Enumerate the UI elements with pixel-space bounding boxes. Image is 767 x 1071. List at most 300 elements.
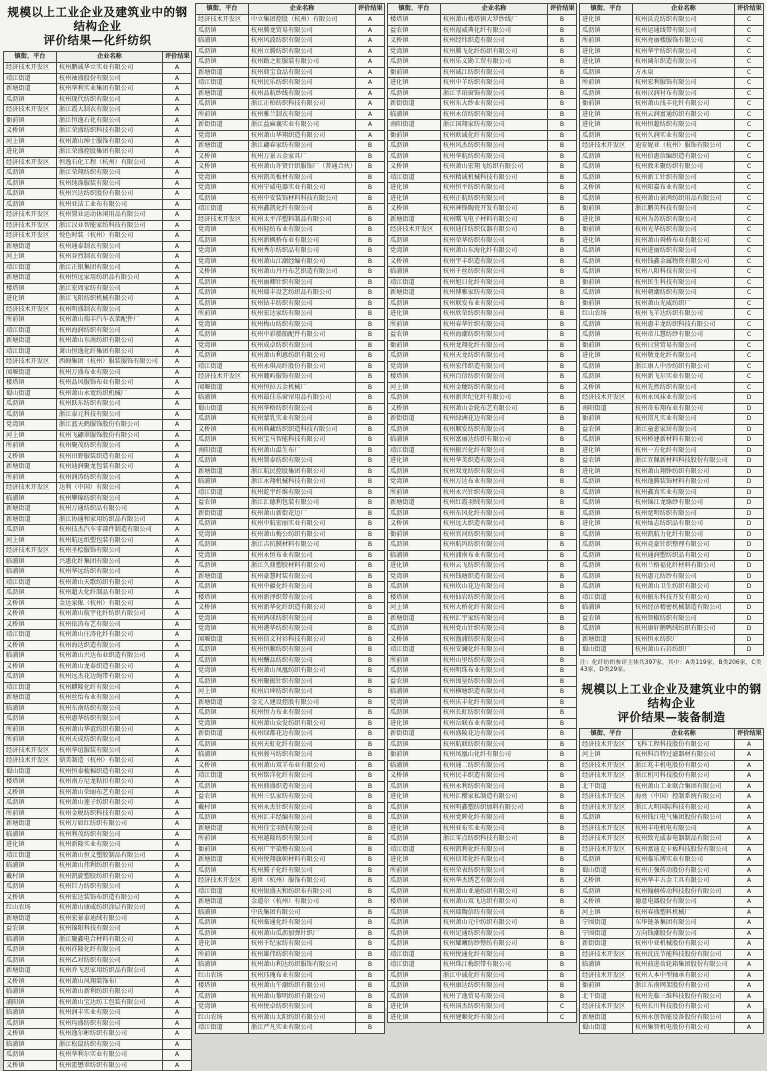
table-row — [196, 256, 385, 267]
town-cell: 义桥镇 — [4, 661, 57, 672]
company-cell: 杭州华丰五金工具有限公司 — [633, 876, 735, 887]
table-row — [4, 483, 192, 494]
company-cell: 杭州万盛布业有限公司 — [57, 367, 163, 378]
town-cell: 党湾镇 — [196, 225, 249, 236]
result-cell: A — [735, 792, 764, 803]
table-row — [580, 109, 764, 120]
company-cell: 杭州宏达装饰布织造有限公司 — [57, 892, 163, 903]
town-cell: 瓜沥镇 — [4, 798, 57, 809]
town-cell: 义桥镇 — [388, 204, 441, 215]
company-cell: 杭州凯旋塑胶纺织有限公司 — [57, 871, 163, 882]
company-cell: 杭州绿洲花边有限公司 — [441, 414, 548, 425]
town-cell: 新街街道 — [196, 120, 249, 131]
result-cell: A — [163, 1029, 192, 1040]
town-cell: 党湾镇 — [388, 571, 441, 582]
town-cell: 瓜沥镇 — [580, 487, 633, 498]
result-cell: A — [163, 955, 192, 966]
company-cell: 杭州乙对纺织有限公司 — [57, 955, 163, 966]
table-row — [580, 991, 764, 1002]
town-cell: 经济技术开发区 — [4, 304, 57, 315]
table-row — [580, 193, 764, 204]
town-cell: 经济技术开发区 — [580, 393, 633, 404]
result-cell: A — [356, 36, 385, 47]
result-cell: B — [356, 445, 385, 456]
town-cell: 进化镇 — [580, 46, 633, 57]
table-row — [196, 141, 385, 152]
company-cell: 杭州恒顺纺织有限公司 — [249, 645, 356, 656]
result-cell: B — [548, 981, 577, 992]
result-cell: A — [735, 907, 764, 918]
town-cell: 党湾镇 — [196, 529, 249, 540]
result-cell: B — [548, 918, 577, 929]
company-cell: 杭州骏马纺织有限公司 — [249, 750, 356, 761]
town-cell: 瓜沥镇 — [388, 981, 441, 992]
table-row — [388, 498, 577, 509]
table-row — [580, 960, 764, 971]
company-cell: 杭州萧山绅士服饰有限公司 — [57, 136, 163, 147]
company-cell: 杭州恒超纺织有限公司 — [633, 120, 735, 131]
result-cell: B — [356, 487, 385, 498]
town-cell: 南阳街道 — [196, 445, 249, 456]
town-cell: 义桥镇 — [580, 897, 633, 908]
table-row — [388, 1012, 577, 1023]
table-row — [388, 214, 577, 225]
result-cell: B — [356, 970, 385, 981]
result-cell: B — [548, 193, 577, 204]
result-cell: B — [548, 414, 577, 425]
table-row — [388, 729, 577, 740]
company-cell: 杭州永创智能设备股份有限公司 — [633, 1012, 735, 1023]
result-cell: B — [356, 939, 385, 950]
table-row — [196, 477, 385, 488]
company-cell: 鼎美制造（杭州）有限公司 — [57, 756, 163, 767]
result-cell: B — [356, 666, 385, 677]
company-cell: 杭州风杰纺织有限公司 — [441, 141, 548, 152]
town-cell: 党湾镇 — [388, 477, 441, 488]
result-cell: A — [163, 798, 192, 809]
company-cell: 杭州诚江纺织有限公司 — [441, 67, 548, 78]
company-cell: 杭州凯航力化纤有限公司 — [633, 529, 735, 540]
table-row — [196, 613, 385, 624]
result-cell: A — [163, 735, 192, 746]
company-cell: 杭州飞羊达纺织有限公司 — [633, 309, 735, 320]
town-cell: 靖江街道 — [388, 277, 441, 288]
company-cell: 杭州钱塘织造有限公司 — [441, 571, 548, 582]
result-cell: A — [163, 252, 192, 263]
company-cell: 杭州信义衬衫科技有限公司 — [249, 634, 356, 645]
company-cell: 杭州海润纺织有限公司 — [57, 325, 163, 336]
result-cell: A — [163, 840, 192, 851]
result-cell: A — [163, 462, 192, 473]
result-cell: B — [548, 676, 577, 687]
company-cell: 杭州宽明纺织有限公司 — [633, 508, 735, 519]
result-cell: A — [735, 739, 764, 750]
table-row — [196, 214, 385, 225]
company-cell: 杭州依涛布艺有限公司 — [57, 619, 163, 630]
company-cell: 飞科工程科技股份有限公司 — [633, 739, 735, 750]
table-row — [388, 25, 577, 36]
result-cell: B — [356, 645, 385, 656]
result-cell: B — [356, 529, 385, 540]
table-row — [196, 435, 385, 446]
result-cell: B — [548, 99, 577, 110]
table-row — [580, 235, 764, 246]
table-row — [388, 403, 577, 414]
town-cell: 瓜沥镇 — [580, 624, 633, 635]
town-cell: 靖江街道 — [580, 592, 633, 603]
result-cell: A — [163, 304, 192, 315]
town-cell: 新塘街道 — [4, 819, 57, 830]
company-cell: 杭州萧山许贤针织服饰厂（普通合伙） — [249, 162, 356, 173]
table-row — [580, 561, 764, 572]
result-cell: A — [163, 997, 192, 1008]
table-row — [580, 582, 764, 593]
town-cell: 新塘街道 — [4, 693, 57, 704]
town-cell: 义桥镇 — [580, 183, 633, 194]
result-cell: A — [163, 325, 192, 336]
column-3 — [387, 3, 577, 1023]
town-cell: 瓜沥镇 — [388, 57, 441, 68]
company-cell: 杭州恒泰梳棉织造有限公司 — [57, 766, 163, 777]
result-cell: A — [163, 588, 192, 599]
table-row — [580, 519, 764, 530]
table-row — [580, 613, 764, 624]
town-cell: 瓜沥镇 — [196, 813, 249, 824]
town-cell: 靖江街道 — [388, 645, 441, 656]
company-cell: 杭州乔飞思家用纺织品有限公司 — [57, 966, 163, 977]
table-row — [196, 865, 385, 876]
table-row — [4, 294, 192, 305]
town-cell: 瓜沥镇 — [196, 57, 249, 68]
company-cell: 杭州丽卿针织有限公司 — [249, 277, 356, 288]
town-cell: 进化镇 — [4, 147, 57, 158]
town-cell: 所前镇 — [196, 309, 249, 320]
town-cell: 所前镇 — [388, 655, 441, 666]
town-cell: 进化镇 — [580, 235, 633, 246]
company-cell: 杭州贯凡实业有限公司 — [633, 414, 735, 425]
table-row — [196, 897, 385, 908]
company-cell: 杭州永琪高纤股份有限公司 — [249, 361, 356, 372]
result-cell: A — [163, 934, 192, 945]
company-cell: 杭州华谊服装有限公司 — [57, 745, 163, 756]
town-cell: 衙前镇 — [580, 99, 633, 110]
company-cell: 浙江机可科技股份有限公司 — [633, 771, 735, 782]
result-cell: D — [735, 445, 764, 456]
result-cell: D — [735, 561, 764, 572]
table-row — [4, 73, 192, 84]
town-cell: 瓜沥镇 — [388, 802, 441, 813]
company-cell: 杭州萧山宝达纺工包装有限公司 — [57, 997, 163, 1008]
result-cell: A — [163, 273, 192, 284]
town-cell: 瓜沥镇 — [580, 172, 633, 183]
result-cell: B — [548, 529, 577, 540]
company-cell: 浙江吉抗膜材料有限公司 — [249, 540, 356, 551]
result-cell: A — [735, 771, 764, 782]
company-cell: 杭州萧山温生布厂 — [249, 445, 356, 456]
town-cell: 瓜沥镇 — [388, 813, 441, 824]
company-cell: 杭州恒平纺织有限公司 — [441, 183, 548, 194]
company-cell: 杭州萧山伟利纺织有限公司 — [57, 861, 163, 872]
result-cell: C — [735, 151, 764, 162]
company-cell: 杭州永恒布业有限公司 — [249, 550, 356, 561]
town-cell: 党湾镇 — [196, 624, 249, 635]
town-cell: 新街街道 — [388, 99, 441, 110]
result-cell: A — [163, 913, 192, 924]
town-cell: 瓜沥镇 — [388, 939, 441, 950]
town-cell: 瓜沥镇 — [388, 88, 441, 99]
town-cell: 瓜沥镇 — [388, 928, 441, 939]
result-cell: A — [163, 976, 192, 987]
result-cell: A — [356, 120, 385, 131]
result-cell: B — [548, 204, 577, 215]
town-cell: 瓜沥镇 — [196, 193, 249, 204]
table-row — [388, 351, 577, 362]
town-cell: 河上镇 — [196, 687, 249, 698]
table-row — [196, 57, 385, 68]
company-cell: 杭州航联纺织有限公司 — [441, 739, 548, 750]
table-row — [196, 487, 385, 498]
table-row — [4, 63, 192, 74]
result-cell: B — [356, 288, 385, 299]
town-cell: 蜀山街道 — [580, 1023, 633, 1034]
company-cell: 浙江久鼎塑胶材料有限公司 — [249, 561, 356, 572]
table-row — [388, 204, 577, 215]
company-cell: 杭州立腾纺织有限公司 — [249, 46, 356, 57]
company-cell: 杭州华远纺织有限公司 — [57, 567, 163, 578]
town-cell: 瓜沥镇 — [196, 25, 249, 36]
town-cell: 瓜沥镇 — [580, 162, 633, 173]
town-cell: 经济技术开发区 — [196, 372, 249, 383]
table-row — [388, 519, 577, 530]
town-cell: 瓜沥镇 — [388, 298, 441, 309]
result-cell: C — [735, 204, 764, 215]
company-cell: 杭州圣桧服饰有限公司 — [57, 546, 163, 557]
table-row — [580, 739, 764, 750]
result-cell: B — [548, 855, 577, 866]
result-cell: B — [356, 855, 385, 866]
result-cell: B — [356, 697, 385, 708]
town-cell: 蜀山街道 — [580, 645, 633, 656]
town-cell: 经济技术开发区 — [4, 546, 57, 557]
result-cell: B — [356, 456, 385, 467]
company-cell: 杭州汇丰经编有限公司 — [249, 813, 356, 824]
result-cell: B — [548, 277, 577, 288]
company-cell: 海亮（中国）控制系统有限公司 — [633, 792, 735, 803]
table-row — [196, 172, 385, 183]
town-cell: 临浦镇 — [4, 1039, 57, 1050]
table-row — [4, 441, 192, 452]
result-cell: B — [548, 172, 577, 183]
town-cell: 瓜沥镇 — [4, 882, 57, 893]
result-cell: A — [163, 451, 192, 462]
table-row — [580, 792, 764, 803]
result-cell: A — [163, 262, 192, 273]
company-cell: 杭州秀尔纺织品有限公司 — [249, 246, 356, 257]
column-header-result: 评价结果 — [735, 728, 764, 739]
town-cell: 靖江街道 — [196, 1023, 249, 1034]
table-row — [388, 288, 577, 299]
town-cell: 瓜沥镇 — [580, 193, 633, 204]
table-row — [388, 445, 577, 456]
table-row — [196, 834, 385, 845]
table-row — [580, 277, 764, 288]
table-row — [388, 57, 577, 68]
company-cell: 杭州翰赫传动科技股份有限公司 — [633, 886, 735, 897]
result-cell: C — [735, 340, 764, 351]
company-cell: 杭州先临三维科技股份有限公司 — [633, 991, 735, 1002]
result-cell: D — [735, 393, 764, 404]
table-row — [196, 403, 385, 414]
town-cell: 瓜沥镇 — [580, 477, 633, 488]
result-cell: A — [163, 1050, 192, 1061]
result-cell: B — [548, 582, 577, 593]
town-cell: 南阳街道 — [388, 120, 441, 131]
result-cell: C — [735, 67, 764, 78]
town-cell: 瓜沥镇 — [388, 141, 441, 152]
town-cell: 瓜沥镇 — [196, 288, 249, 299]
result-cell: A — [735, 876, 764, 887]
town-cell: 义桥镇 — [388, 634, 441, 645]
column-header-town: 镇街、平台 — [196, 4, 249, 15]
company-cell: 杭州盛陵花边有限公司 — [441, 729, 548, 740]
result-cell: B — [548, 624, 577, 635]
company-cell: 杭州逸尔彬纺织有限公司 — [57, 1029, 163, 1040]
result-cell: A — [163, 525, 192, 536]
company-cell: 杭州佳宝羽绒有限公司 — [249, 823, 356, 834]
town-cell: 靖江街道 — [4, 682, 57, 693]
company-cell: 杭州恒拉五金机械厂 — [249, 382, 356, 393]
result-cell: D — [735, 571, 764, 582]
result-cell: A — [163, 168, 192, 179]
company-cell: 杭州珏瑰布业有限公司 — [249, 970, 356, 981]
result-cell: C — [735, 288, 764, 299]
result-cell: B — [356, 435, 385, 446]
town-cell: 经济技术开发区 — [580, 792, 633, 803]
table-row — [196, 25, 385, 36]
result-cell: B — [548, 519, 577, 530]
result-cell: B — [356, 414, 385, 425]
company-cell: 杭州港华纺织有限公司 — [249, 624, 356, 635]
result-cell: A — [163, 966, 192, 977]
result-cell: A — [735, 813, 764, 824]
town-cell: 党湾镇 — [196, 613, 249, 624]
table-row — [4, 861, 192, 872]
company-cell: 杭州萧山亚通纺织有限公司 — [441, 886, 548, 897]
town-cell: 浦阳镇 — [4, 997, 57, 1008]
table-row — [388, 46, 577, 57]
table-row — [4, 451, 192, 462]
result-cell: B — [548, 498, 577, 509]
town-cell: 瓜沥镇 — [196, 519, 249, 530]
company-cell: 杭州南方尼龙粘扣有限公司 — [57, 777, 163, 788]
result-cell: B — [356, 172, 385, 183]
table-row — [580, 319, 764, 330]
column-header-result: 评价结果 — [735, 4, 764, 15]
company-cell: 杭州凤凰山化纤有限公司 — [441, 750, 548, 761]
town-cell: 闻堰街道 — [196, 634, 249, 645]
result-cell: D — [735, 550, 764, 561]
company-cell: 浙江飞阳纺织机械有限公司 — [57, 294, 163, 305]
table-row — [4, 84, 192, 95]
result-cell: B — [356, 361, 385, 372]
table-row — [388, 634, 577, 645]
result-cell: A — [163, 850, 192, 861]
result-cell: B — [356, 928, 385, 939]
result-cell: A — [163, 556, 192, 567]
table-row — [580, 876, 764, 887]
company-cell: 杭州聚茂纺织有限公司 — [57, 441, 163, 452]
town-cell: 靖江街道 — [196, 487, 249, 498]
table-row — [196, 687, 385, 698]
table-row — [4, 367, 192, 378]
result-cell: D — [735, 498, 764, 509]
result-cell: B — [548, 330, 577, 341]
town-cell: 益农镇 — [4, 924, 57, 935]
company-cell: 东华链条集团有限公司 — [633, 918, 735, 929]
company-cell: 杭州新隆实业有限公司 — [57, 840, 163, 851]
table-row — [388, 99, 577, 110]
company-cell: 杭州万通纺织品有限公司 — [57, 504, 163, 515]
company-cell: 浙江泰元科技有限公司 — [57, 409, 163, 420]
result-cell: A — [163, 199, 192, 210]
town-cell: 河上镇 — [4, 136, 57, 147]
company-cell: 杭州逸腾装饰材料有限公司 — [633, 477, 735, 488]
table-row — [4, 220, 192, 231]
table-row — [388, 340, 577, 351]
table-row — [196, 162, 385, 173]
result-cell: B — [548, 214, 577, 225]
town-cell: 宁围街道 — [580, 918, 633, 929]
town-cell: 新塘街道 — [196, 697, 249, 708]
table-row — [580, 823, 764, 834]
table-row — [196, 760, 385, 771]
table-row — [4, 892, 192, 903]
result-cell: B — [356, 298, 385, 309]
table-row — [196, 540, 385, 551]
result-cell: B — [356, 886, 385, 897]
company-cell: 杭州龙翔化纤有限公司 — [441, 340, 548, 351]
company-cell: 杭州悦翔旗帜材料有限公司 — [249, 855, 356, 866]
company-cell: 杭州恒远家用纺织品有限公司 — [57, 273, 163, 284]
result-cell: D — [735, 456, 764, 467]
company-cell: 浙江兆丰机电股份有限公司 — [633, 760, 735, 771]
column-1 — [3, 3, 192, 1071]
table-row — [388, 655, 577, 666]
town-cell: 衙前镇 — [4, 115, 57, 126]
company-cell: 杭州民丰织造有限公司 — [441, 771, 548, 782]
company-cell: 杭州明盛制衣有限公司 — [57, 304, 163, 315]
table-row — [388, 246, 577, 257]
result-cell: B — [356, 634, 385, 645]
town-cell: 瓜沥镇 — [4, 189, 57, 200]
table-row — [580, 445, 764, 456]
result-cell: C — [735, 309, 764, 320]
town-cell: 瓜沥镇 — [196, 991, 249, 1002]
town-cell: 戴村镇 — [196, 802, 249, 813]
result-cell: A — [735, 760, 764, 771]
company-cell: 杭州润丰实业有限公司 — [57, 1008, 163, 1019]
company-cell: 杭州围垦纺织有限公司 — [441, 676, 548, 687]
town-cell: 瓜沥镇 — [580, 372, 633, 383]
result-cell: A — [735, 918, 764, 929]
result-cell: B — [548, 361, 577, 372]
company-cell: 杭州宁威电器实业有限公司 — [249, 183, 356, 194]
table-row — [4, 1018, 192, 1029]
table-row — [196, 928, 385, 939]
town-cell: 义桥镇 — [580, 876, 633, 887]
company-cell: 杭州豪慧时装有限公司 — [249, 571, 356, 582]
town-cell: 河上镇 — [388, 382, 441, 393]
